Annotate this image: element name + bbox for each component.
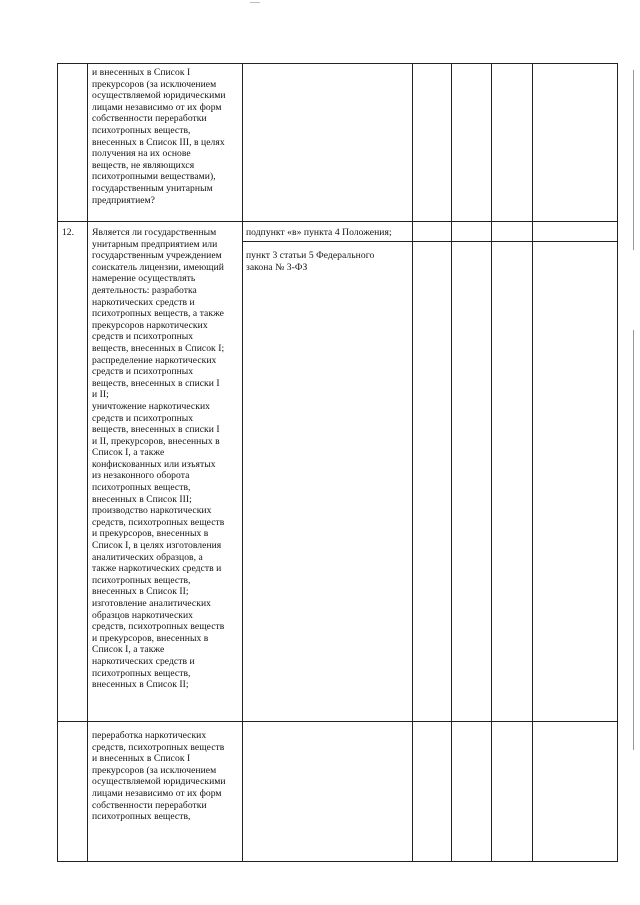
- table-column-divider: [242, 63, 243, 862]
- question-cell: Является ли государственным унитарным предприятием или государственным учреждением соискатель лицензии, имеющий намерение осуществлять деятельность: разработка наркотических средств и психотропных веществ, а также прекурсоров наркотических средств и психотропных веществ, внесенных в Список I; распределение наркотических средств и психотропных веществ, внесенных в списки I и II; уничтожение наркотических средств и психотропных веществ, внесенных в списки I и II, прекурсоров, внесенных в Список I, а также конфискованных или изъятых из незаконного оборота психотропных веществ, внесенных в Список III; производство наркотических средств, психотропных веществ и прекурсоров, внесенных в Список I, в целях изготовления аналитических образцов, а также наркотических средств и психотропных веществ, внесенных в Список II; изготовление аналитических образцов наркотических средств, психотропных веществ и прекурсоров, внесенных в Список I, а также наркотических средств и психотропных веществ, внесенных в Список II;: [92, 227, 225, 691]
- question-cell: и внесенных в Список I прекурсоров (за исключением осуществляемой юридическими лицами независимо от их форм собственности переработки психотропных веществ, внесенных в Список III, в целях получения на их основе веществ, не являющихся психотропными веществами), государственным унитарным предприятием?: [92, 67, 226, 206]
- question-cell: переработка наркотических средств, психотропных веществ и внесенных в Список I прекурсоров (за исключением осуществляемой юридическими лицами независимо от их форм собственности переработки психотропных веществ,: [92, 730, 226, 823]
- table-column-divider: [87, 63, 88, 862]
- legal-reference-cell: пункт 3 статьи 5 Федерального закона № 3-ФЗ: [246, 250, 375, 273]
- table-column-divider: [412, 63, 413, 862]
- table-row-divider: [57, 221, 618, 222]
- table-column-divider: [451, 63, 452, 862]
- table-border-right: [617, 63, 618, 862]
- legal-reference-cell: подпункт «в» пункта 4 Положения;: [246, 227, 392, 238]
- table-border-bottom: [57, 861, 618, 862]
- table-border-left: [57, 63, 58, 862]
- table-column-divider: [491, 63, 492, 862]
- page-edge-mark: [633, 330, 634, 750]
- table-row-divider: [57, 721, 618, 722]
- table-subrow-divider: [242, 241, 618, 242]
- scan-artifact: [250, 2, 260, 3]
- page-edge-mark: [633, 70, 634, 250]
- table-border-top: [57, 63, 618, 64]
- table-column-divider: [532, 63, 533, 862]
- row-number: 12.: [62, 227, 74, 238]
